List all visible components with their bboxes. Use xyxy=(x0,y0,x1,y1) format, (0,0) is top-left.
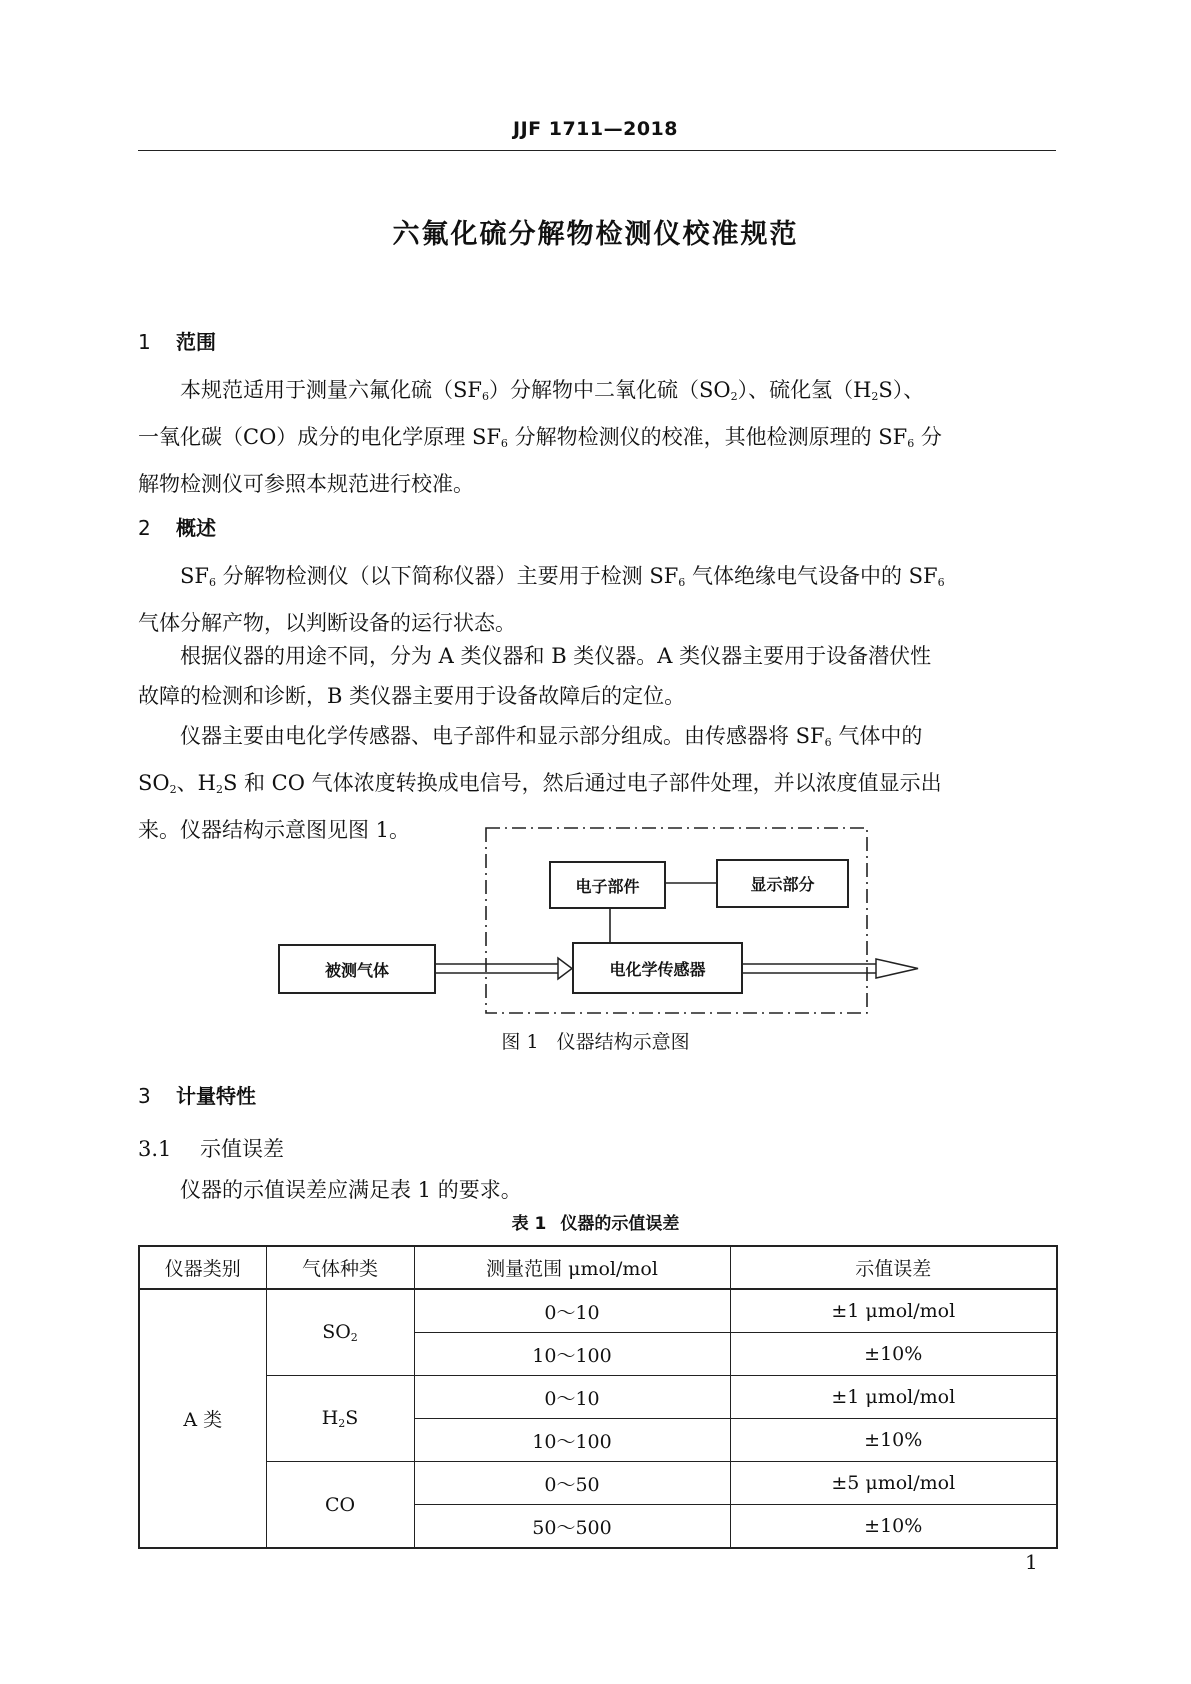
text-line xyxy=(138,1170,1056,1210)
text-line: 气体分解产物，以判断设备的运行状态。 xyxy=(138,611,516,635)
text-line: 来。仪器结构示意图见图 1。 xyxy=(138,818,411,842)
text-span: 仪器的示值误差应满足表 1 的要求。 xyxy=(180,1178,522,1202)
subscript: 6 xyxy=(907,437,915,450)
subscript: 6 xyxy=(824,736,832,749)
text-span: 分解物检测仪（以下简称仪器）主要用于检测 SF xyxy=(215,564,679,588)
section-number: 3 xyxy=(138,1084,151,1108)
figure-number: 图 1 xyxy=(501,1031,539,1053)
error-cell: ±10% xyxy=(730,1419,1057,1462)
subscript: 2 xyxy=(730,390,738,403)
range-cell: 0～10 xyxy=(414,1376,730,1419)
page-number: 1 xyxy=(1025,1550,1038,1574)
table-caption-text: 仪器的示值误差 xyxy=(560,1214,680,1234)
subscript: 6 xyxy=(937,576,945,589)
figure-caption-text: 仪器结构示意图 xyxy=(556,1031,690,1053)
range-cell: 0～10 xyxy=(414,1289,730,1333)
electrochemical-sensor-box: 电化学传感器 xyxy=(572,942,743,994)
text-span: 分解物检测仪的校准，其他检测原理的 SF xyxy=(507,425,908,449)
text-span: 本规范适用于测量六氟化硫（SF xyxy=(180,378,482,402)
gas-name-suffix: S xyxy=(345,1407,359,1429)
text-span: ）、硫化氢（H xyxy=(737,378,872,402)
text-span: 仪器主要由电化学传感器、电子部件和显示部分组成。由传感器将 SF xyxy=(180,724,825,748)
range-cell: 50～500 xyxy=(414,1505,730,1549)
document-code: JJF 1711—2018 xyxy=(513,118,678,140)
subsection-title: 示值误差 xyxy=(200,1137,284,1161)
subsection-number: 3.1 xyxy=(138,1137,172,1161)
subscript: 2 xyxy=(338,1417,346,1430)
category-cell: A 类 xyxy=(139,1289,266,1548)
gas-cell xyxy=(266,1376,414,1462)
requirement-paragraph xyxy=(138,1170,1056,1210)
header-cell: 示值误差 xyxy=(730,1246,1057,1289)
error-cell: ±1 μmol/mol xyxy=(730,1289,1057,1333)
text-span: ）分解物中二氧化硫（SO xyxy=(488,378,731,402)
gas-cell xyxy=(266,1289,414,1376)
text-span: 根据仪器的用途不同，分为 A 类仪器和 B 类仪器。A 类仪器主要用于设备潜伏性 xyxy=(180,644,932,668)
text-span: SF xyxy=(180,564,209,588)
page-title: 六氟化硫分解物检测仪校准规范 xyxy=(392,219,799,250)
table-row xyxy=(139,1289,1057,1333)
text-line: 故障的检测和诊断，B 类仪器主要用于设备故障后的定位。 xyxy=(138,684,686,708)
subscript: 6 xyxy=(500,437,508,450)
gas-inflow-arrow xyxy=(436,958,572,979)
gas-outflow-arrow xyxy=(743,959,918,978)
table-row xyxy=(139,1462,1057,1505)
text-span: SO xyxy=(138,771,170,795)
text-span: S）、 xyxy=(878,378,925,402)
text-span: 分 xyxy=(914,425,942,449)
table-header-row xyxy=(139,1246,1057,1289)
subscript: 2 xyxy=(871,390,879,403)
header-cell: 仪器类别 xyxy=(139,1246,266,1289)
range-cell: 10～100 xyxy=(414,1333,730,1376)
table-number: 表 1 xyxy=(511,1214,547,1234)
electronics-box: 电子部件 xyxy=(549,861,666,909)
subsection-3-1-heading xyxy=(138,1133,284,1163)
display-box: 显示部分 xyxy=(716,859,849,908)
error-cell: ±1 μmol/mol xyxy=(730,1376,1057,1419)
error-cell: ±5 μmol/mol xyxy=(730,1462,1057,1505)
text-span: S 和 CO 气体浓度转换成电信号，然后通过电子部件处理，并以浓度值显示出 xyxy=(222,771,942,795)
gas-name: SO xyxy=(322,1321,351,1343)
subscript: 2 xyxy=(350,1331,358,1344)
header-cell: 测量范围 μmol/mol xyxy=(414,1246,730,1289)
section-title: 概述 xyxy=(176,516,216,540)
gas-name: H xyxy=(321,1407,339,1429)
section-title: 计量特性 xyxy=(176,1084,256,1108)
subscript: 6 xyxy=(481,390,489,403)
indication-error-table xyxy=(138,1245,1058,1549)
subscript: 2 xyxy=(169,783,177,796)
measured-gas-box: 被测气体 xyxy=(278,944,436,994)
error-cell: ±10% xyxy=(730,1333,1057,1376)
text-span: 气体中的 xyxy=(831,724,923,748)
section-3-heading xyxy=(138,1080,256,1109)
range-cell: 10～100 xyxy=(414,1419,730,1462)
gas-cell: CO xyxy=(266,1462,414,1549)
subscript: 6 xyxy=(678,576,686,589)
table-caption xyxy=(0,1209,1191,1234)
range-cell: 0～50 xyxy=(414,1462,730,1505)
text-line: 解物检测仪可参照本规范进行校准。 xyxy=(138,472,474,496)
table-row xyxy=(139,1376,1057,1419)
subscript: 6 xyxy=(208,576,216,589)
subscript: 2 xyxy=(215,783,223,796)
figure-caption xyxy=(0,1027,1191,1054)
text-span: 一氧化碳（CO）成分的电化学原理 SF xyxy=(138,425,501,449)
text-span: 气体绝缘电气设备中的 SF xyxy=(685,564,938,588)
section-number: 1 xyxy=(138,330,151,354)
header-cell: 气体种类 xyxy=(266,1246,414,1289)
section-number: 2 xyxy=(138,516,151,540)
text-span: 、H xyxy=(176,771,216,795)
section-title: 范围 xyxy=(176,330,216,354)
error-cell: ±10% xyxy=(730,1505,1057,1549)
